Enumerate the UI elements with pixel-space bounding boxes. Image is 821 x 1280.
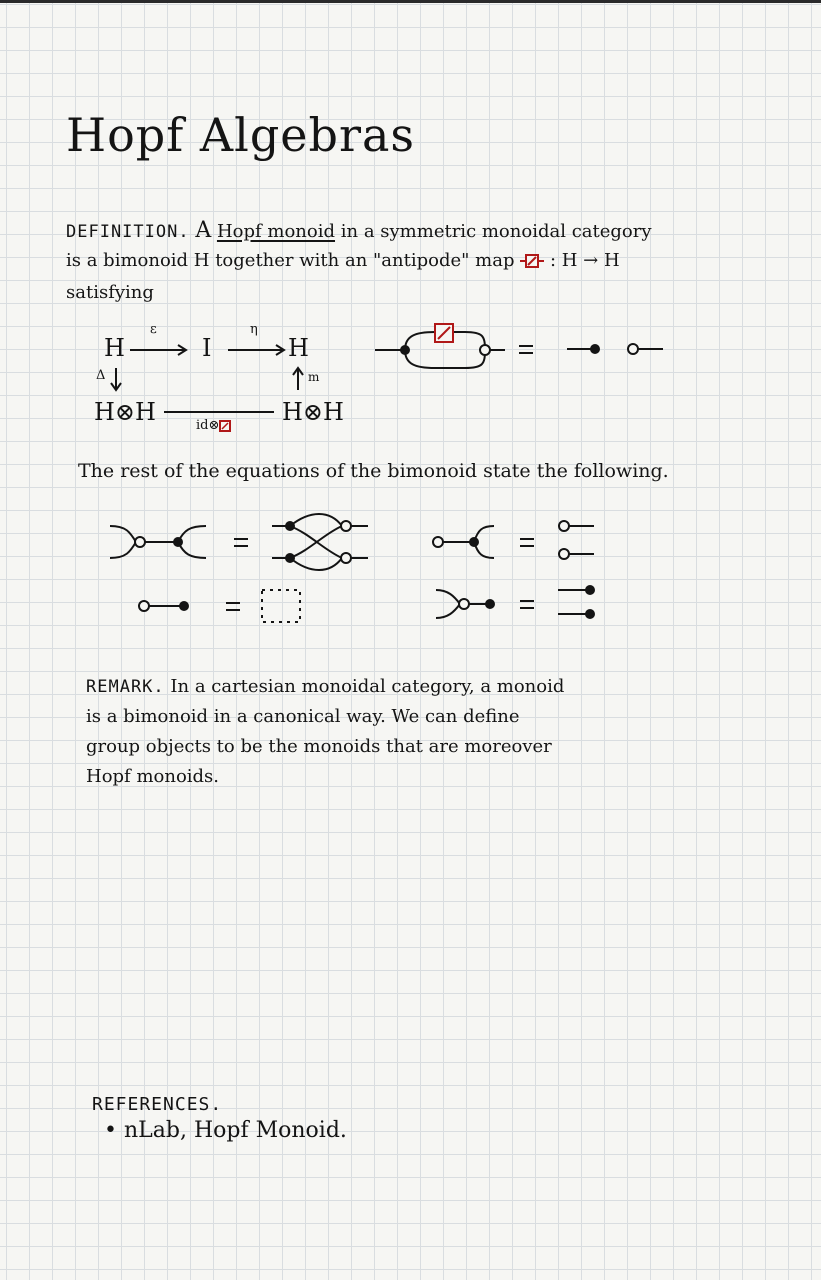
diagram-eta-label: η <box>250 322 258 337</box>
definition-line-1-rest: in a symmetric monoidal category <box>340 221 652 242</box>
page-top-edge <box>0 0 821 3</box>
bimonoid-equations-right <box>430 510 630 630</box>
diagram-I: I <box>202 334 212 362</box>
page-title: Hopf Algebras <box>66 108 415 162</box>
antipode-box-icon <box>219 420 231 432</box>
definition-line-3: satisfying <box>66 282 154 303</box>
remark-line-1-text: In a cartesian monoidal category, a monoid <box>170 676 565 697</box>
reference-nlab-link[interactable]: nLab, Hopf Monoid. <box>123 1118 347 1143</box>
definition-line-2 <box>66 250 620 271</box>
remark-label: REMARK. <box>86 677 165 697</box>
remark-line-4: Hopf monoids. <box>86 766 220 787</box>
remark-line-1 <box>86 676 564 697</box>
rest-of-equations: The rest of the equations of the bimonoid state the following. <box>78 460 669 482</box>
references-label: REFERENCES. <box>92 1094 223 1115</box>
reference-bullet: • <box>104 1118 117 1143</box>
diagram-H-top-left: H <box>104 334 125 362</box>
remark-line-3: group objects to be the monoids that are moreover <box>86 736 552 757</box>
multiplication-node <box>480 345 490 355</box>
m-arrow <box>292 366 304 390</box>
definition-line-1 <box>66 218 652 243</box>
reference-item <box>104 1118 347 1143</box>
empty-diagram <box>262 590 300 622</box>
remark-line-2: is a bimonoid in a canonical way. We can define <box>86 706 520 727</box>
counit-node <box>590 344 600 354</box>
unit-node <box>628 344 638 354</box>
diagram-delta-label: Δ <box>96 368 106 383</box>
diagram-m-label: m <box>308 370 320 384</box>
eta-arrow <box>228 344 288 356</box>
definition-label: DEFINITION. <box>66 222 190 242</box>
definition-article: A <box>195 218 212 243</box>
bottom-arrow-label <box>196 418 231 433</box>
lower-strand <box>405 350 485 368</box>
antipode-string-diagram <box>375 316 675 386</box>
diagram-H-top-right: H <box>288 334 309 362</box>
antipode-symbol <box>520 251 544 271</box>
definition-line-2-text: is a bimonoid H together with an "antipode" map <box>66 250 515 271</box>
delta-arrow <box>110 368 122 392</box>
bottom-line <box>164 410 276 414</box>
epsilon-arrow <box>130 344 190 356</box>
diagram-HH-left: H⊗H <box>94 398 156 426</box>
bottom-arrow-label-text: id⊗ <box>196 418 220 433</box>
antipode-signature: : H → H <box>549 250 620 271</box>
diagram-HH-right: H⊗H <box>282 398 344 426</box>
hopf-monoid-term: Hopf monoid <box>216 221 336 242</box>
diagram-epsilon-label: ε <box>150 322 157 337</box>
